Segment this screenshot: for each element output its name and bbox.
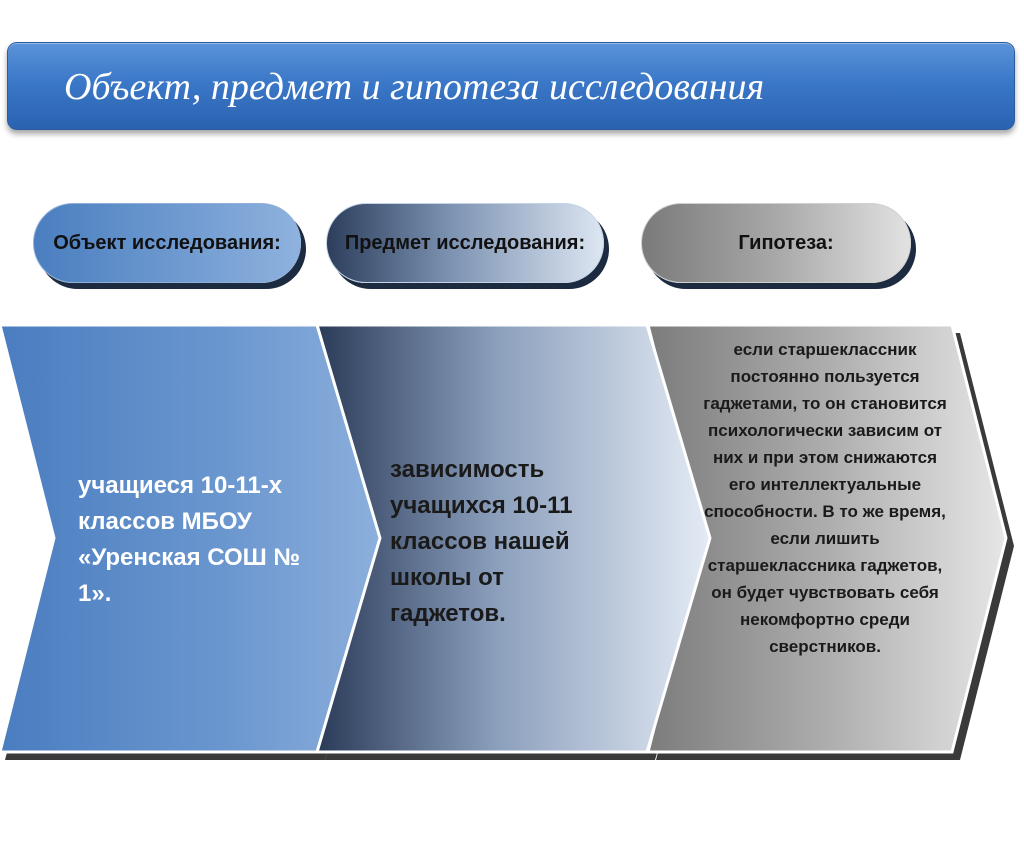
page-title: Объект, предмет и гипотеза исследования xyxy=(64,66,765,108)
object-header-label: Объект исследования: xyxy=(53,231,281,254)
subject-text: зависимость учащихся 10-11 классов нашей школы от гаджетов. xyxy=(390,456,573,627)
subject-header-label: Предмет исследования: xyxy=(344,231,586,254)
object-text: учащиеся 10-11-х классов МБОУ «Уренская СОШ № 1». xyxy=(78,472,301,607)
hypothesis-header-label: Гипотеза: xyxy=(738,231,834,254)
hypothesis-text: если старшеклассник постоянно пользуется гаджетами, то он становится психологически зависим от них и при этом снижаются его интеллектуальные способности. В то же время, если лишить старшеклассника гаджетов, он будет чувствовать себя некомфортно среди сверстников. xyxy=(703,340,947,656)
